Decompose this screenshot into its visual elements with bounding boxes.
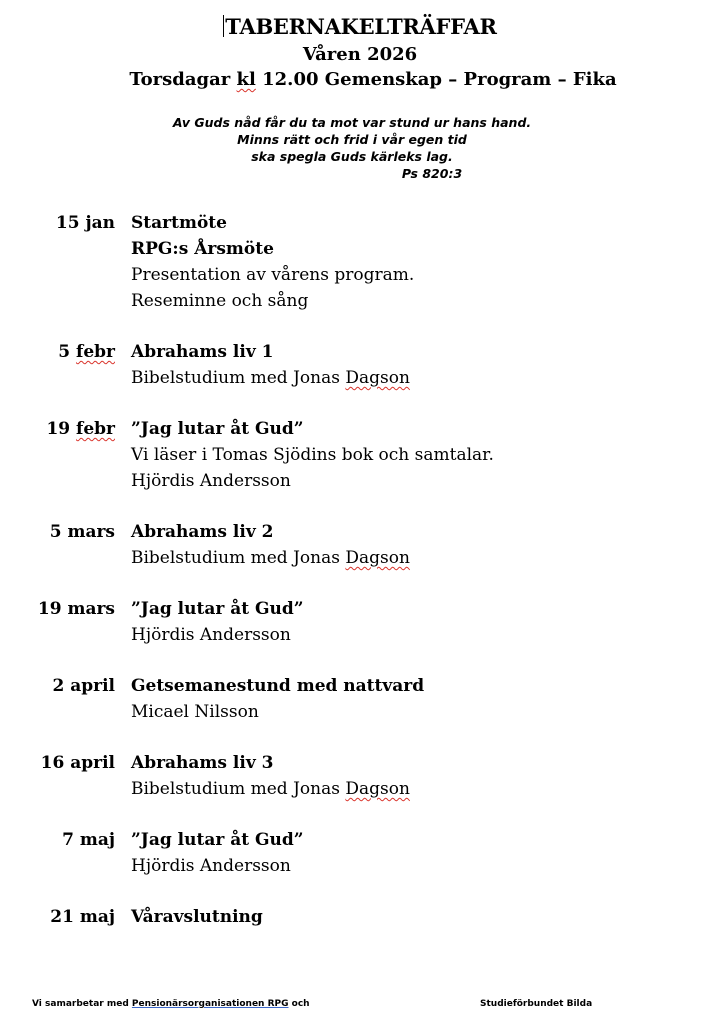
schedule-content — [131, 519, 410, 571]
schedule-date: 7 maj — [62, 830, 115, 850]
spellcheck-word: febr — [76, 342, 115, 362]
footer-cooperation — [32, 999, 310, 1009]
schedule-heading: Startmöte — [131, 213, 227, 233]
tagline-before: Torsdagar — [129, 69, 237, 90]
footer-prefix: Vi samarbetar med — [32, 999, 132, 1009]
schedule-entry — [0, 416, 704, 494]
schedule-entry — [0, 596, 704, 648]
schedule-heading: Abrahams liv 2 — [131, 522, 274, 542]
tagline-after: 12.00 Gemenskap – Program – Fika — [255, 69, 617, 90]
schedule-heading: ”Jag lutar åt Gud” — [131, 830, 304, 850]
schedule-detail: Bibelstudium med Jonas Dagson — [131, 548, 410, 568]
verse-reference: Ps 820:3 — [401, 166, 463, 181]
schedule-date: 5 febr — [58, 342, 115, 362]
document-header — [0, 12, 704, 92]
spellcheck-word: Dagson — [345, 548, 410, 568]
schedule-content — [131, 210, 414, 314]
document-title — [16, 12, 704, 42]
schedule-heading: ”Jag lutar åt Gud” — [131, 419, 304, 439]
schedule-content — [131, 673, 424, 725]
schedule-heading: RPG:s Årsmöte — [131, 239, 274, 259]
bible-verse — [0, 114, 704, 182]
footer-rpg-link[interactable]: Pensionärsorganisationen RPG — [131, 999, 289, 1009]
schedule-date: 2 april — [52, 676, 115, 696]
title-text: TABERNAKELTRÄFFAR — [225, 14, 497, 39]
verse-line: Av Guds nåd får du ta mot var stund ur hans hand. — [172, 115, 532, 130]
verse-line: ska spegla Guds kärleks lag. — [251, 149, 453, 164]
schedule-heading: Getsemanestund med nattvard — [131, 676, 425, 696]
spellcheck-word: Dagson — [345, 779, 410, 799]
footer-suffix: och — [288, 999, 310, 1009]
spellcheck-word: Dagson — [345, 368, 410, 388]
schedule-content — [131, 904, 263, 930]
schedule-date: 19 febr — [46, 419, 115, 439]
schedule-entry — [0, 673, 704, 725]
schedule-content — [131, 416, 494, 494]
schedule-heading: Våravslutning — [131, 907, 263, 927]
schedule-entry — [0, 750, 704, 802]
schedule-entry — [0, 210, 704, 314]
schedule-date: 16 april — [40, 753, 115, 773]
schedule-list — [0, 210, 704, 955]
schedule-heading: Abrahams liv 1 — [131, 342, 274, 362]
schedule-content — [131, 339, 410, 391]
schedule-entry — [0, 827, 704, 879]
schedule-entry — [0, 904, 704, 930]
schedule-entry — [0, 519, 704, 571]
document-tagline — [42, 67, 704, 92]
schedule-content — [131, 596, 304, 648]
tagline-spellcheck-word: kl — [236, 69, 256, 90]
schedule-date: 21 maj — [50, 907, 115, 927]
schedule-detail: Bibelstudium med Jonas Dagson — [131, 368, 410, 388]
spellcheck-word: febr — [76, 419, 115, 439]
schedule-content — [131, 750, 410, 802]
schedule-detail: Presentation av vårens program. — [131, 265, 415, 285]
schedule-detail: Micael Nilsson — [131, 702, 259, 722]
schedule-date: 15 jan — [55, 213, 115, 233]
schedule-content — [131, 827, 304, 879]
schedule-heading: Abrahams liv 3 — [131, 753, 274, 773]
schedule-date: 5 mars — [49, 522, 115, 542]
schedule-date: 19 mars — [37, 599, 115, 619]
schedule-entry — [0, 339, 704, 391]
schedule-detail: Hjördis Andersson — [131, 471, 291, 491]
document-subtitle: Våren 2026 — [302, 44, 418, 65]
schedule-heading: ”Jag lutar åt Gud” — [131, 599, 304, 619]
footer-bilda: Studieförbundet Bilda — [480, 999, 593, 1009]
schedule-detail: Bibelstudium med Jonas Dagson — [131, 779, 410, 799]
schedule-detail: Hjördis Andersson — [131, 625, 291, 645]
verse-line: Minns rätt och frid i vår egen tid — [237, 132, 467, 147]
schedule-detail: Reseminne och sång — [131, 291, 309, 311]
schedule-detail: Hjördis Andersson — [131, 856, 291, 876]
schedule-detail: Vi läser i Tomas Sjödins bok och samtalar. — [131, 445, 494, 465]
